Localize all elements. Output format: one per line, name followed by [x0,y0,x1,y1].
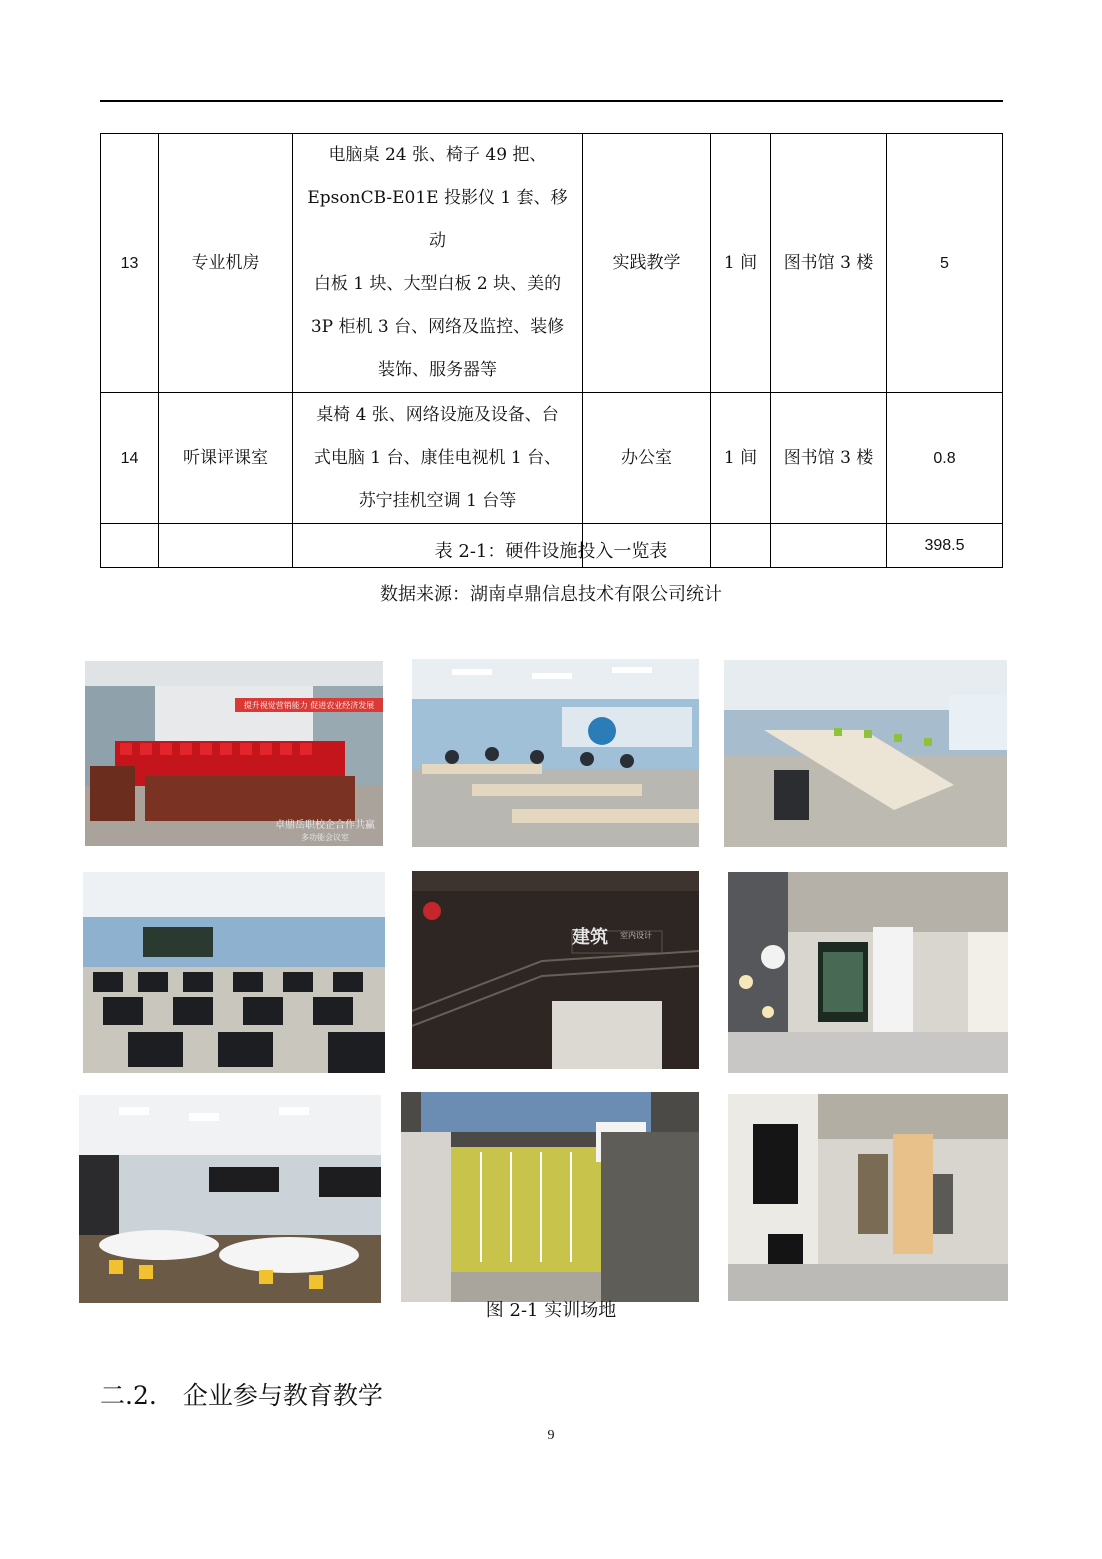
total-amount: 398.5 [887,524,1003,568]
room-amount: 5 [887,134,1003,393]
lobby-sign-box: 室内设计 [620,931,652,940]
header-rule [100,100,1003,102]
page-number: 9 [547,1428,555,1443]
photo-smart-classroom [79,1095,381,1303]
equipment-line: 苏宁挂机空调 1 台等 [358,490,517,511]
room-location: 图书馆 3 楼 [771,393,887,524]
equipment-line: EpsonCB-E01E 投影仪 1 套、移动 [307,188,568,251]
section-heading [100,1376,383,1412]
equipment-line: 电脑桌 24 张、椅子 49 把、 [328,145,547,165]
equipment-cell [293,134,583,393]
equipment-cell [293,393,583,524]
room-name: 听课评课室 [159,393,293,524]
photo-computer-lab [83,872,385,1073]
table-row [101,134,1003,393]
photo-meeting-room [85,661,383,846]
room-name: 专业机房 [159,134,293,393]
room-location: 图书馆 3 楼 [771,134,887,393]
room-qty: 1 间 [711,134,771,393]
room-use: 办公室 [583,393,711,524]
lobby-sign: 建筑 [572,927,608,948]
row-number: 14 [101,393,159,524]
meeting-sign: 卓鼎岳职校企合作共赢 [275,820,375,831]
equipment-line: 桌椅 4 张、网络设施及设备、台 [316,404,559,425]
photo-plumbing-display [401,1092,699,1302]
meeting-banner: 提升视觉营销能力 促进农业经济发展 [243,701,375,710]
photo-interior-showroom [728,872,1008,1073]
equipment-line: 3P 柜机 3 台、网络及监控、装修 [310,317,565,337]
section-number: 二.2. [100,1381,157,1410]
hardware-table [100,133,1003,568]
table-caption: 表 2-1：硬件设施投入一览表 [434,541,668,562]
photo-corridor-showroom [728,1094,1008,1301]
data-source: 数据来源：湖南卓鼎信息技术有限公司统计 [380,584,722,605]
photo-drafting-room [724,660,1007,847]
room-amount: 0.8 [887,393,1003,524]
row-number: 13 [101,134,159,393]
section-title: 企业参与教育教学 [182,1381,383,1410]
photo-classroom [412,659,699,847]
equipment-line: 装饰、服务器等 [378,360,497,380]
equipment-line: 式电脑 1 台、康佳电视机 1 台、 [313,447,562,468]
meeting-sign-sub: 多功能会议室 [301,833,349,842]
room-use: 实践教学 [583,134,711,393]
equipment-line: 白板 1 块、大型白板 2 块、美的 [313,274,562,294]
room-qty: 1 间 [711,393,771,524]
photo-lobby [412,871,699,1069]
figure-caption: 图 2-1 实训场地 [485,1300,617,1321]
table-row [101,393,1003,524]
